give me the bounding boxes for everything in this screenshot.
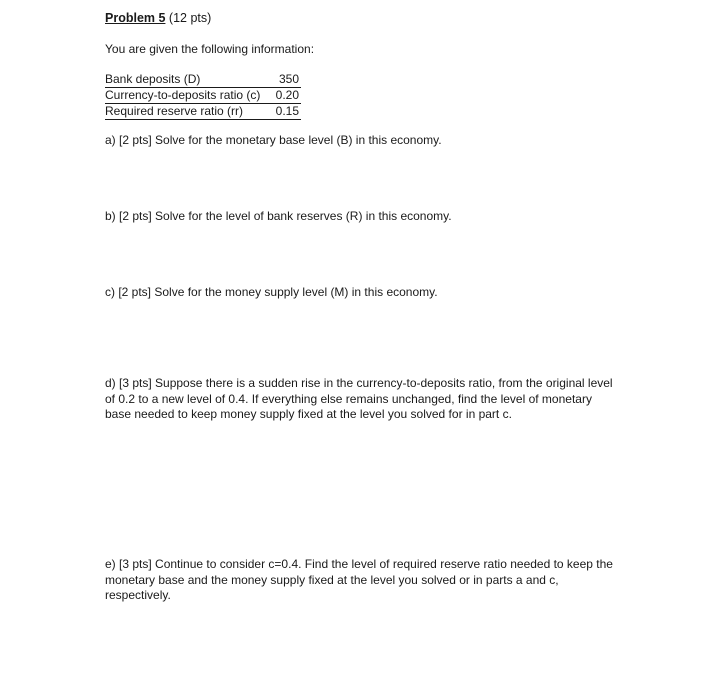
intro-text: You are given the following information: xyxy=(105,42,315,56)
question-e: e) [3 pts] Continue to consider c=0.4. Find the level of required reserve ratio needed to keep the monetary base and the money supply fixed at the level you solved or in parts a and c, respectively. xyxy=(105,557,613,602)
table-row xyxy=(105,72,301,88)
table-row xyxy=(105,88,301,104)
problem-heading xyxy=(105,11,211,25)
question-b: b) [2 pts] Solve for the level of bank reserves (R) in this economy. xyxy=(105,209,452,223)
row-value: 350 xyxy=(278,72,299,86)
row-label: Currency-to-deposits ratio (c) xyxy=(105,88,261,102)
table-row xyxy=(105,104,301,120)
row-label: Required reserve ratio (rr) xyxy=(105,104,244,118)
problem-points: (12 pts) xyxy=(168,11,212,25)
row-value: 0.15 xyxy=(275,104,299,118)
question-c: c) [2 pts] Solve for the money supply level (M) in this economy. xyxy=(105,285,438,299)
problem-title: Problem 5 xyxy=(105,11,166,25)
question-a: a) [2 pts] Solve for the monetary base level (B) in this economy. xyxy=(105,133,442,147)
row-value: 0.20 xyxy=(275,88,299,102)
row-label: Bank deposits (D) xyxy=(105,72,201,86)
question-d: d) [3 pts] Suppose there is a sudden rise in the currency-to-deposits ratio, from the original level of 0.2 to a new level of 0.4. If everything else remains unchanged, find the level of monetary base needed to keep money supply fixed at the level you solved for in part c. xyxy=(105,376,613,421)
given-info-table xyxy=(105,72,301,120)
